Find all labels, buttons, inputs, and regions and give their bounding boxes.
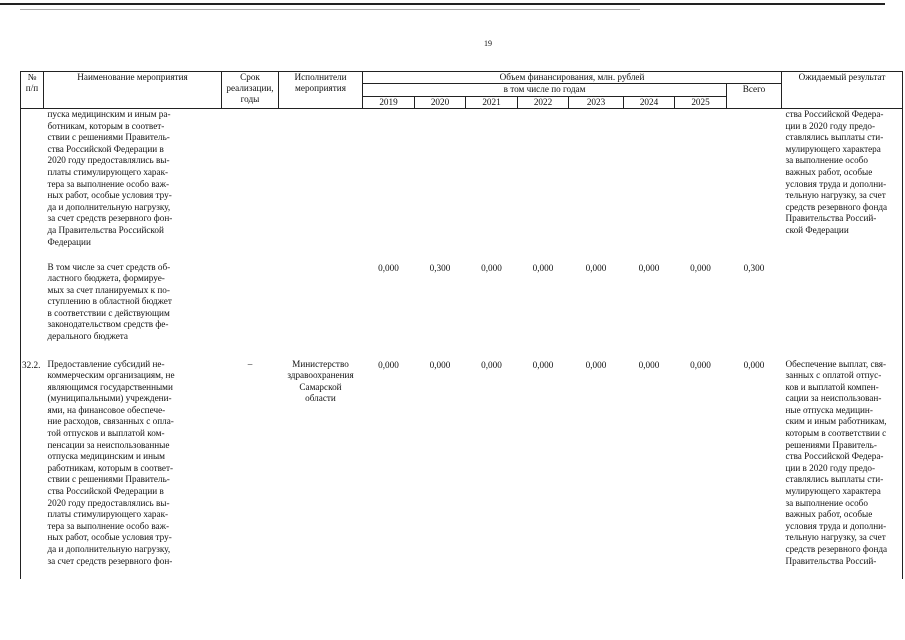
header-year-2021: 2021 [466,97,518,109]
header-col-total: Всего [727,84,782,109]
value-2023: 0,000 [585,359,607,370]
table-row [21,109,903,262]
program-measures-table [20,71,903,579]
value-total: 0,000 [743,359,765,370]
value-2023 [569,109,624,262]
table-row [21,262,903,359]
value-2020: 0,000 [429,359,451,370]
table-header [21,72,903,109]
executors [279,109,363,262]
expected-result: ства Российской Федера- ции в 2020 году предо- ставлялись выплаты сти- мулирующего характера за выполнение особо важных работ, особые условия труда и дополни- тельную нагрузку, за счет средств резервного фонда Правительства Россий- ской Федерации [782,109,903,262]
measure-name: Предоставление субсидий не- коммерческим организациям, не являющимся государственными (муниципальными) учреждени- ями, на финансовое обеспече- ние расходов, связанных с опла- той отпусков и выплатой ком- пенсации за неиспользованные отпуска медицинским и иным работникам, которым в соответ- ствии с решениями Правитель- ства Российской Федерации в 2020 году предоставлялись вы- платы стимулирующего харак- тера за выполнение особо важ- ных работ, особые условия тру- да и дополнительную нагрузку, за счет средств резервного фон- [47,358,175,566]
measure-name: пуска медицинским и иным ра- ботникам, которым в соответ- ствии с решениями Правитель- ства Российской Федерации в 2020 году предоставлялись вы- платы стимулирующего харак- тера за выполнение особо важ- ных работ, особые условия тру- да и дополнительную нагрузку, за счет средств резервного фон- да Правительства Российской Федерации [47,109,173,247]
header-col-by-years: в том числе по годам [363,84,727,97]
executors [279,262,363,359]
expected-result [782,262,903,359]
header-col-name: Наименование мероприятия [44,72,222,109]
value-total [727,109,782,262]
value-2019 [363,109,415,262]
table-row [21,359,903,579]
value-2020 [415,109,466,262]
term [222,262,279,359]
value-2024 [624,109,675,262]
value-2022: 0,000 [532,262,554,273]
term [222,109,279,262]
header-col-result: Ожидаемый результат [782,72,903,109]
expected-result: Обеспечение выплат, свя- занных с оплатой отпус- ков и выплатой компен- сации за неиспользован- ные отпуска медицин- ским и иным работникам, которым в соответствии с решениями Правитель- ства Российской Федера- ции в 2020 году предо- ставлялись выплаты сти- мулирующего характера за выполнение особо важных работ, особые условия труда и дополни- тельную нагрузку, за счет средств резервного фонда Правительства Россий- [782,359,903,579]
header-col-financing: Объем финансирования, млн. рублей [363,72,782,84]
header-year-2022: 2022 [518,97,569,109]
value-2019: 0,000 [378,359,399,370]
value-2021: 0,000 [481,262,502,273]
header-year-2019: 2019 [363,97,415,109]
row-number [21,109,44,262]
value-2022 [518,109,569,262]
top-border-line [0,3,885,5]
header-col-term: Срок реализации, годы [222,72,279,109]
term: – [247,358,253,369]
header-year-2024: 2024 [624,97,675,109]
value-2023: 0,000 [585,262,607,273]
value-2025: 0,000 [690,359,711,370]
value-2021: 0,000 [481,359,502,370]
header-year-2020: 2020 [415,97,466,109]
value-2024: 0,000 [638,359,660,370]
header-year-2023: 2023 [569,97,624,109]
value-2024: 0,000 [638,262,660,273]
value-2022: 0,000 [532,359,554,370]
value-2021 [466,109,518,262]
value-2019: 0,000 [378,262,399,273]
value-2025 [675,109,727,262]
executors: Министерство здравоохранения Самарской области [287,358,354,404]
header-col-executors: Исполнители мероприятия [279,72,363,109]
value-2025: 0,000 [690,262,711,273]
row-number [21,262,44,359]
top-thin-line [20,9,640,10]
measure-name: В том числе за счет средств об- ластного бюджета, формируе- мых за счет планируемых к по- ступлению в областной бюджет в соответствии с действующим законодательством средств фе- дерального бюджета [47,261,172,342]
value-2020: 0,300 [429,262,451,273]
page-number: 19 [484,39,492,48]
row-number: 32.2. [21,359,44,579]
header-year-2025: 2025 [675,97,727,109]
header-col-no: № п/п [21,72,44,109]
value-total: 0,300 [743,262,765,273]
